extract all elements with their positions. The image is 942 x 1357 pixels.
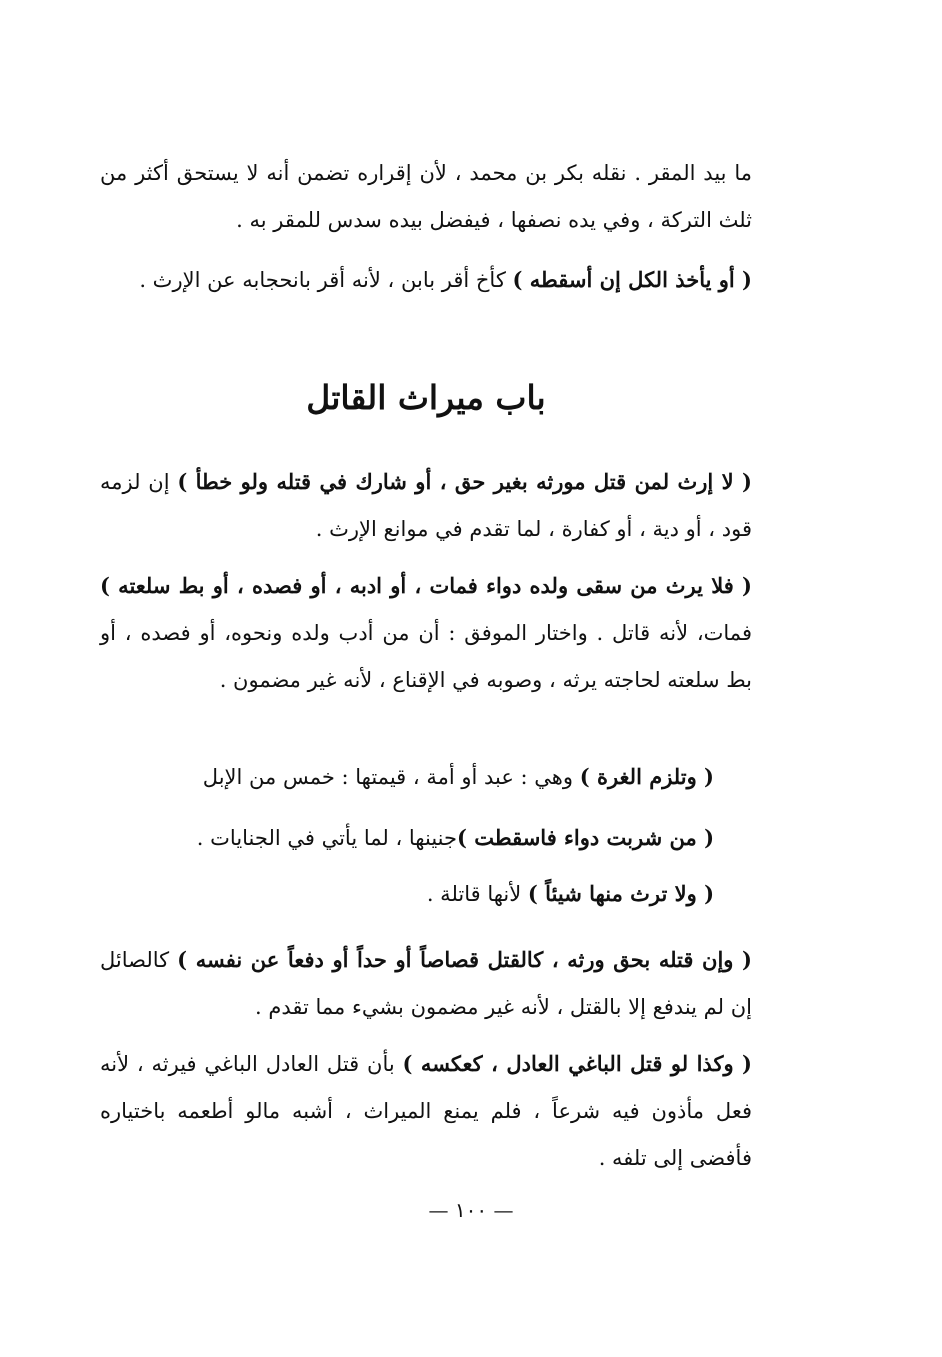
page-number: — ١٠٠ — (428, 1198, 514, 1222)
chapter-title: باب ميراث القاتل (306, 378, 546, 417)
sharh-text: جنينها ، لما يأتي في الجنايات . (196, 826, 457, 850)
sharh-text: كالصائل إن لم يندفع إلا بالقتل ، لأنه غير مضمون بشيء مما تقدم . (100, 948, 752, 1019)
sharh-text: بأن قتل العادل الباغي فيرثه ، لأنه فعل مأذون فيه شرعاً ، فلم يمنع الميراث ، أشبه مالو أطعمه باختياره فأفضى إلى تلفه . (100, 1052, 752, 1170)
sharh-text: كأخ أقر بابن ، لأنه أقر بانحجابه عن الإرث . (139, 268, 513, 292)
matn-text: ( لا إرث لمن قتل مورثه بغير حق ، أو شارك في قتله ولو خطأ ) (177, 469, 752, 494)
matn-text: ( ولا ترث منها شيئاً ) (527, 881, 714, 906)
matn-text: ( أو يأخذ الكل إن أسقطه ) (512, 267, 752, 292)
paragraph-lawful-killing (100, 936, 752, 1031)
intro-paragraph (100, 150, 752, 244)
matn-text: ( من شربت دواء فاسقطت ) (456, 825, 714, 850)
paragraph-abortion-medicine (100, 814, 752, 862)
paragraph-no-inheritance-killer (100, 458, 752, 553)
paragraph-she-does-not-inherit (100, 870, 752, 918)
paragraph-medicine-discipline (100, 562, 752, 704)
sharh-text: فمات، لأنه قاتل . واختار الموفق : أن من أدب ولده ونحوه، أو فصده ، أو بط سلعته لحاجته يرثه ، وصوبه في الإقناع ، لأنه غير مضمون . (100, 621, 752, 692)
paragraph-rebel-just (100, 1040, 752, 1182)
paragraph-take-all (100, 256, 752, 304)
matn-text: ( وإن قتله بحق ورثه ، كالقتل قصاصاً أو حداً أو دفعاً عن نفسه ) (177, 947, 752, 972)
intro-text: ما بيد المقر . نقله بكر بن محمد ، لأن إقراره تضمن أنه لا يستحق أكثر من ثلث التركة ، وفي يده نصفها ، فيفضل بيده سدس للمقر به . (100, 161, 752, 232)
paragraph-ghurra (100, 753, 752, 801)
sharh-text: لأنها قاتلة . (426, 882, 528, 906)
sharh-text: إن لزمه قود ، أو دية ، أو كفارة ، لما تقدم في موانع الإرث . (100, 470, 752, 541)
matn-text: ( وكذا لو قتل الباغي العادل ، كعكسه ) (402, 1051, 752, 1076)
matn-text: ( وتلزم الغرة ) (579, 764, 714, 789)
sharh-text: وهي : عبد أو أمة ، قيمتها : خمس من الإبل (202, 765, 580, 789)
matn-text: ( فلا يرث من سقى ولده دواء فمات ، أو ادبه ، أو فصده ، أو بط سلعته ) (100, 573, 752, 598)
